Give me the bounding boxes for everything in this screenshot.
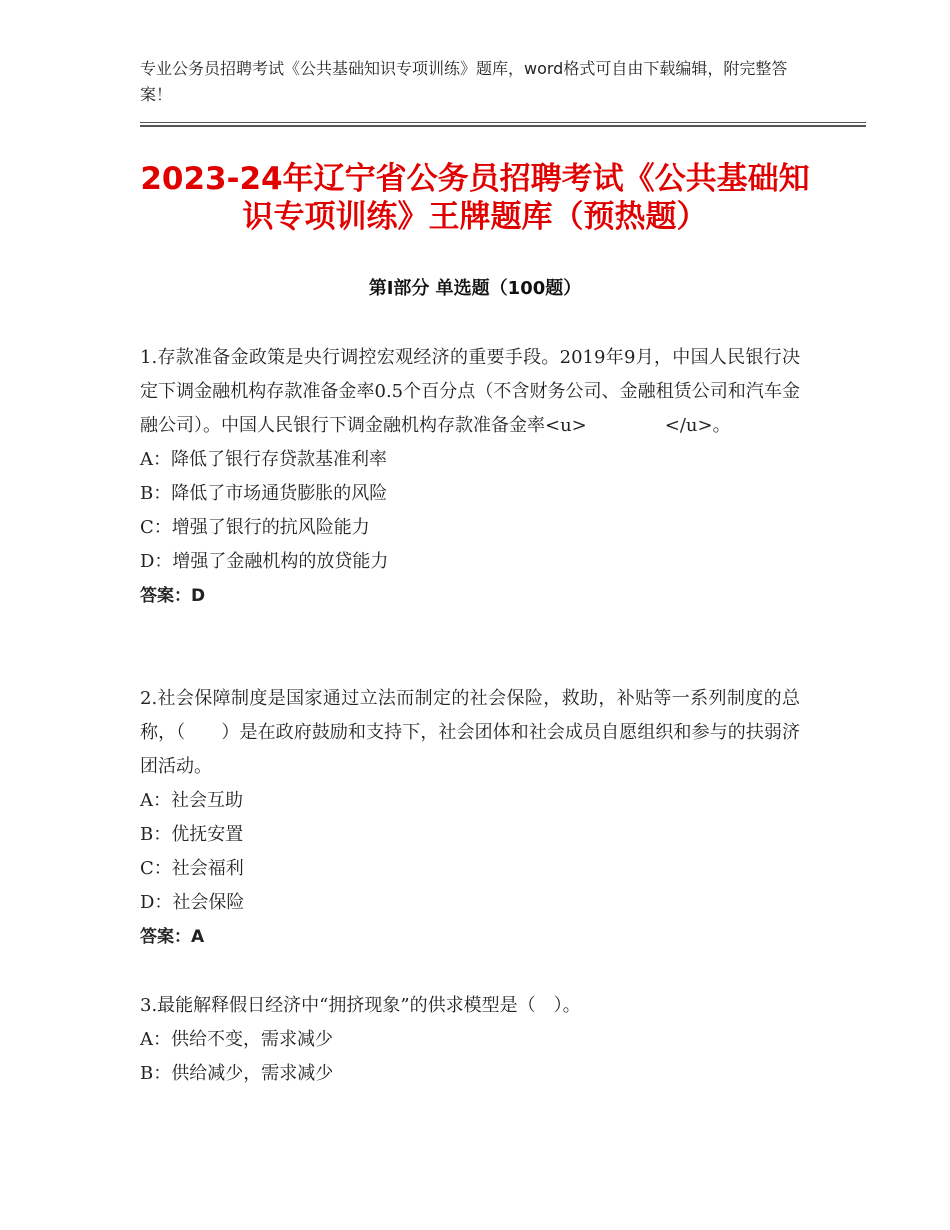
option-d: D：社会保险: [140, 892, 245, 913]
question-1: [140, 341, 800, 613]
option-b: B：供给减少，需求减少: [140, 1063, 334, 1084]
header-note: 专业公务员招聘考试《公共基础知识专项训练》题库，word格式可自由下载编辑，附完整答案！: [140, 59, 788, 104]
option-a: A：降低了银行存贷款基准利率: [140, 449, 387, 470]
answer-line: 答案：A: [140, 927, 205, 947]
option-c: C：增强了银行的抗风险能力: [140, 517, 370, 538]
header-divider-thick: [140, 125, 866, 127]
header-divider-thin: [140, 122, 866, 123]
answer-line: 答案：D: [140, 586, 206, 606]
question-stem-text: 1.存款准备金政策是央行调控宏观经济的重要手段。2019年9月，中国人民银行决定下调金融机构存款准备金率0.5个百分点（不含财务公司、金融租赁公司和汽车金融公司）。中国人民银行下调金融机构存款准备金率<u>: [140, 347, 800, 436]
question-stem-end: </u>。: [664, 415, 731, 436]
option-b: B：降低了市场通货膨胀的风险: [140, 483, 388, 504]
option-a: A：社会互助: [140, 790, 243, 811]
question-3: [140, 989, 800, 1091]
question-stem: [140, 341, 800, 443]
question-stem: 3.最能解释假日经济中“拥挤现象”的供求模型是（ ）。: [140, 995, 581, 1016]
document-title: 2023-24年辽宁省公务员招聘考试《公共基础知识专项训练》王牌题库（预热题）: [140, 161, 810, 235]
question-stem: 2.社会保障制度是国家通过立法而制定的社会保险，救助，补贴等一系列制度的总称，（ ）是在政府鼓励和支持下，社会团体和社会成员自愿组织和参与的扶弱济团活动。: [140, 688, 800, 777]
option-d: D：增强了金融机构的放贷能力: [140, 551, 389, 572]
question-2: [140, 682, 800, 954]
option-a: A：供给不变，需求减少: [140, 1029, 333, 1050]
section-title: 第Ⅰ部分 单选题（100题）: [368, 278, 582, 299]
option-b: B：优抚安置: [140, 824, 244, 845]
option-c: C：社会福利: [140, 858, 244, 879]
